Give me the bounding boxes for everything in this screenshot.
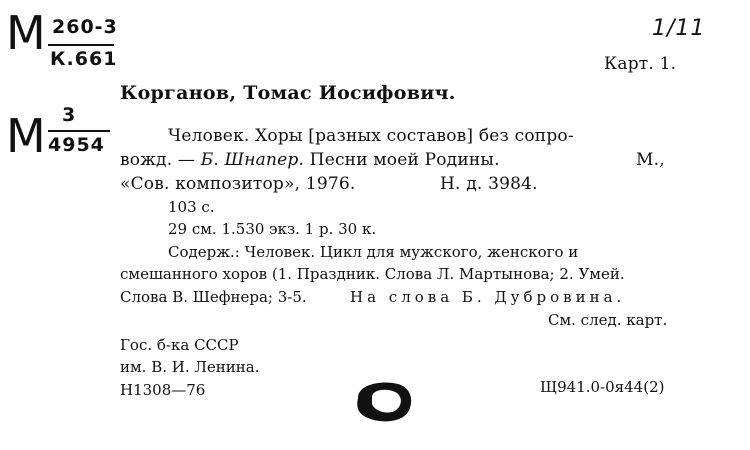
- shelfmark-letter: М: [6, 6, 47, 60]
- plate-number: Н. д. 3984.: [440, 174, 538, 194]
- shelfmark2-top: 3: [62, 104, 77, 126]
- shelfmark2-letter: М: [6, 109, 47, 163]
- publication-place: М.,: [636, 150, 665, 170]
- title-line-2: [120, 150, 500, 170]
- author-heading: Корганов, Томас Иосифович.: [120, 82, 456, 104]
- shelfmark2-divider: [48, 130, 110, 132]
- composer-name: Б. Шнапер.: [200, 150, 305, 170]
- library-code: Н1308—76: [120, 381, 206, 399]
- shelfmark-bottom: К.661: [50, 48, 118, 70]
- card-number: Карт. 1.: [604, 54, 677, 74]
- size-print-run-price: 29 см. 1.530 экз. 1 р. 30 к.: [168, 220, 377, 238]
- contents-line-3-end: На слова Б. Дубровина.: [350, 288, 626, 306]
- shelfmark-divider: [48, 44, 114, 46]
- title-line-2-start: вожд. —: [120, 150, 201, 170]
- shelfmark-top: 260-3: [52, 16, 118, 38]
- contents-line-2: смешанного хоров (1. Праздник. Слова Л. Мартынова; 2. Умей.: [120, 265, 625, 283]
- see-next-card: См. след. карт.: [548, 311, 668, 329]
- title-line-2-end: Песни моей Родины.: [304, 150, 500, 170]
- classification-code: Щ941.0-0я44(2): [540, 378, 665, 396]
- title-line-1: Человек. Хоры [разных составов] без сопро-: [168, 126, 574, 146]
- corner-mark: 1/11: [652, 16, 706, 41]
- library-line-2: им. В. И. Ленина.: [120, 358, 260, 376]
- contents-line-1: Содерж.: Человек. Цикл для мужского, женского и: [168, 243, 579, 261]
- library-line-1: Гос. б-ка СССР: [120, 336, 239, 354]
- pages: 103 с.: [168, 198, 215, 216]
- contents-line-3-start: Слова В. Шефнера; 3-5.: [120, 288, 307, 306]
- shelfmark2-bottom: 4954: [48, 134, 105, 156]
- publisher-year: «Сов. композитор», 1976.: [120, 174, 356, 194]
- punch-hole-mark: [352, 378, 416, 424]
